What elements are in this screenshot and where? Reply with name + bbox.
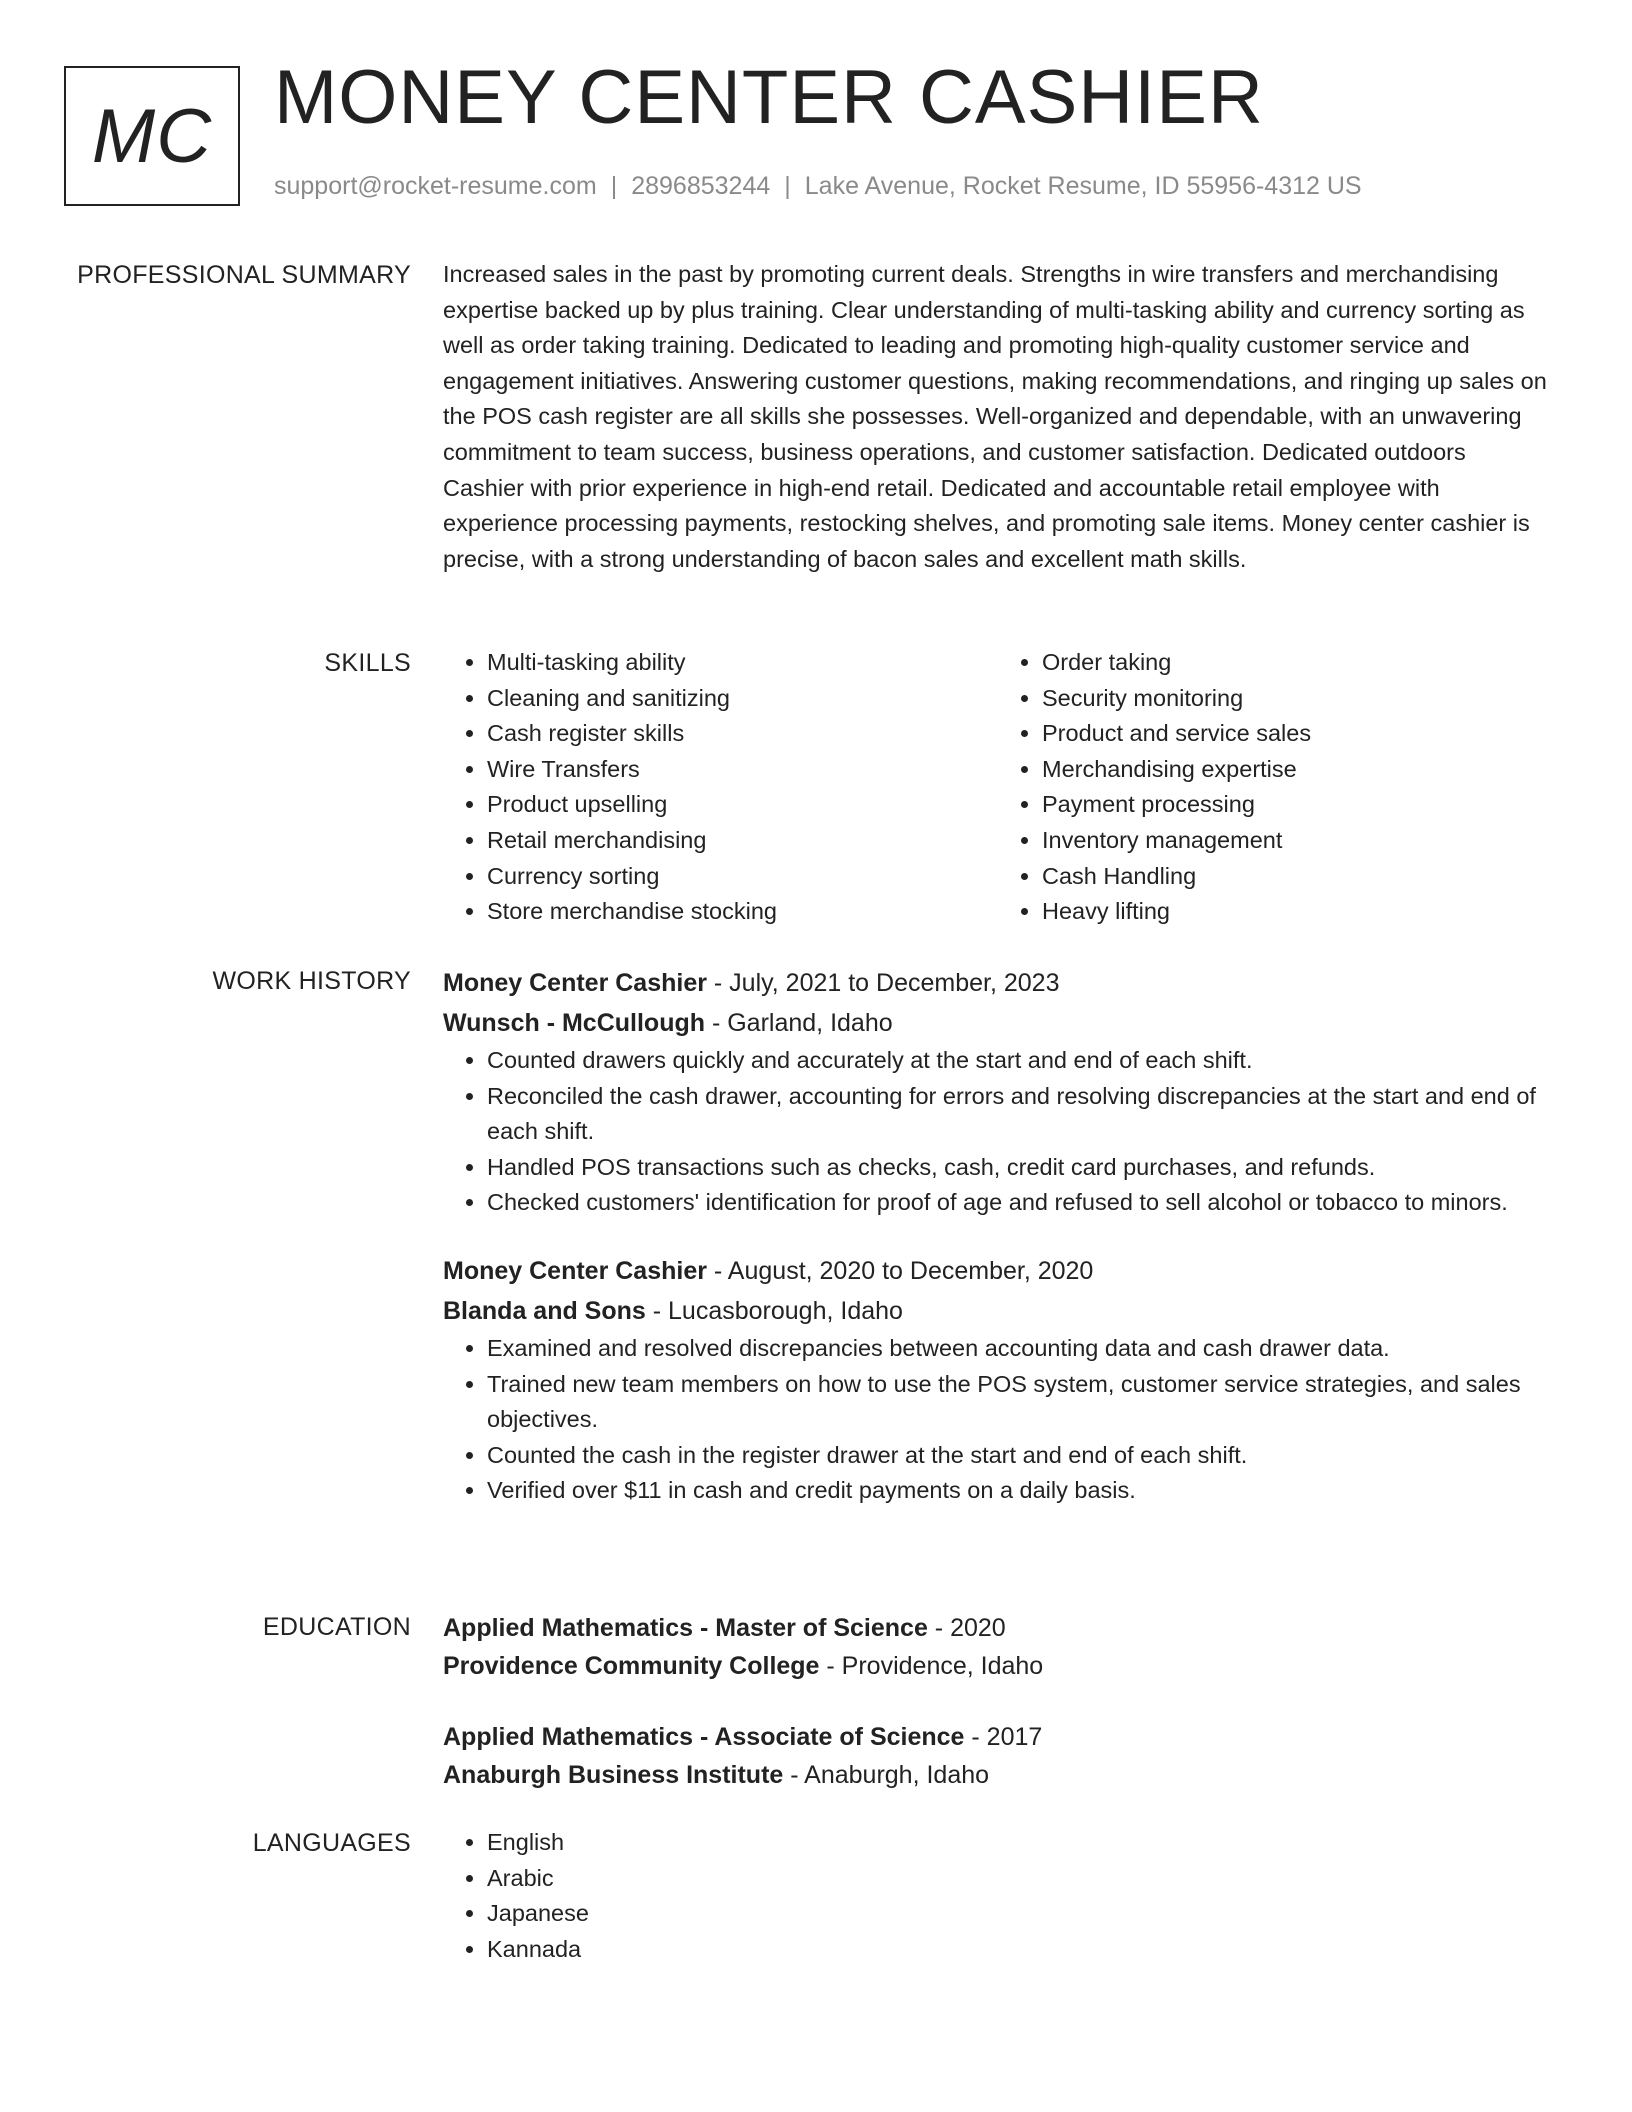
- edu-degree: Applied Mathematics - Master of Science: [443, 1614, 928, 1642]
- resume-name: MONEY CENTER CASHIER: [274, 55, 1264, 140]
- section-title: LANGUAGES: [252, 1829, 411, 1857]
- contact-separator: |: [610, 172, 618, 200]
- language-item: • Kannada: [487, 1932, 1553, 1968]
- skills-body: [443, 645, 1553, 930]
- skill-item: • Retail merchandising: [487, 823, 998, 859]
- edu-location: - Anaburgh, Idaho: [783, 1761, 990, 1789]
- job-role: Money Center Cashier: [443, 1256, 707, 1285]
- job-dates: - July, 2021 to December, 2023: [706, 969, 1060, 997]
- skill-item: • Multi-tasking ability: [487, 645, 998, 681]
- job-bullet: • Checked customers' identification for proof of age and refused to sell alcohol or tobacco to minors.: [487, 1185, 1553, 1221]
- edu-year: - 2017: [964, 1723, 1043, 1751]
- edu-school: Providence Community College: [443, 1652, 820, 1680]
- work-history-body: [443, 963, 1553, 1509]
- edu-degree: Applied Mathematics - Associate of Science: [443, 1723, 965, 1751]
- skills-list-left: [443, 645, 998, 930]
- edu-school: Anaburgh Business Institute: [443, 1761, 784, 1789]
- contact-line: [274, 172, 1362, 201]
- language-item: • English: [487, 1825, 1553, 1861]
- skill-item: • Currency sorting: [487, 859, 998, 895]
- contact-email[interactable]: support@rocket-resume.com: [274, 172, 597, 200]
- job-bullet: • Trained new team members on how to use the POS system, customer service strategies, and sales objectives.: [487, 1367, 1553, 1438]
- edu-degree-line: [443, 1718, 1553, 1756]
- education-body: [443, 1609, 1553, 1794]
- languages-body: [443, 1825, 1553, 1967]
- skill-item: • Store merchandise stocking: [487, 894, 998, 930]
- summary-body: [443, 257, 1553, 577]
- edu-school-line: [443, 1647, 1553, 1685]
- section-title: WORK HISTORY: [212, 967, 411, 995]
- job-company-line: [443, 1291, 1553, 1331]
- job-company: Wunsch - McCullough: [443, 1009, 706, 1037]
- skill-item: • Cash Handling: [1042, 859, 1553, 895]
- job-bullets: [443, 1043, 1553, 1221]
- job-company: Blanda and Sons: [443, 1296, 646, 1325]
- skill-item: • Inventory management: [1042, 823, 1553, 859]
- job-dates: - August, 2020 to December, 2020: [706, 1256, 1094, 1285]
- job-role: Money Center Cashier: [443, 969, 707, 997]
- skill-item: • Wire Transfers: [487, 752, 998, 788]
- job-bullet: • Handled POS transactions such as checks, cash, credit card purchases, and refunds.: [487, 1150, 1553, 1186]
- section-title: EDUCATION: [262, 1613, 411, 1641]
- edu-location: - Providence, Idaho: [819, 1652, 1044, 1680]
- skill-item: • Security monitoring: [1042, 681, 1553, 717]
- education-entry: [443, 1609, 1553, 1685]
- skill-item: • Product and service sales: [1042, 716, 1553, 752]
- monogram-initials: MC: [91, 93, 213, 179]
- job-bullet: • Counted the cash in the register drawer at the start and end of each shift.: [487, 1438, 1553, 1474]
- edu-degree-line: [443, 1609, 1553, 1647]
- skill-item: • Payment processing: [1042, 787, 1553, 823]
- job-location: - Lucasborough, Idaho: [645, 1296, 903, 1325]
- edu-school-line: [443, 1756, 1553, 1794]
- job-entry: [443, 1251, 1553, 1509]
- skill-item: • Cash register skills: [487, 716, 998, 752]
- edu-year: - 2020: [927, 1614, 1006, 1642]
- job-bullet: • Verified over $11 in cash and credit payments on a daily basis.: [487, 1473, 1553, 1509]
- education-entry: [443, 1718, 1553, 1794]
- job-title-line: [443, 1251, 1553, 1291]
- section-title: SKILLS: [324, 649, 411, 677]
- contact-phone[interactable]: 2896853244: [631, 172, 771, 200]
- job-bullet: • Reconciled the cash drawer, accounting for errors and resolving discrepancies at the start and end of each shift.: [487, 1079, 1553, 1150]
- contact-separator: |: [784, 172, 791, 200]
- skill-item: • Merchandising expertise: [1042, 752, 1553, 788]
- skills-list-right: [998, 645, 1553, 930]
- contact-address: Lake Avenue, Rocket Resume, ID 55956-4312 US: [804, 172, 1362, 200]
- skill-item: • Product upselling: [487, 787, 998, 823]
- job-bullet: • Examined and resolved discrepancies between accounting data and cash drawer data.: [487, 1331, 1553, 1367]
- skill-item: • Heavy lifting: [1042, 894, 1553, 930]
- languages-list: [443, 1825, 1553, 1967]
- job-bullets: [443, 1331, 1553, 1509]
- language-item: • Arabic: [487, 1861, 1553, 1897]
- job-entry: [443, 963, 1553, 1221]
- skill-item: • Order taking: [1042, 645, 1553, 681]
- skill-item: • Cleaning and sanitizing: [487, 681, 998, 717]
- job-location: - Garland, Idaho: [705, 1009, 893, 1037]
- job-company-line: [443, 1003, 1553, 1043]
- job-title-line: [443, 963, 1553, 1003]
- section-title: PROFESSIONAL SUMMARY: [77, 261, 411, 289]
- monogram-logo: [64, 66, 240, 206]
- summary-text: Increased sales in the past by promoting current deals. Strengths in wire transfers and merchandising expertise backed up by plus training. Clear understanding of multi-tasking ability and currency sorting as well as order taking training. Dedicated to leading and promoting high-quality customer service and engagement initiatives. Answering customer questions, making recommendations, and ringing up sales on the POS cash register are all skills she possesses. Well-organized and dependable, with an unwavering commitment to team success, business operations, and customer satisfaction. Dedicated outdoors Cashier with prior experience in high-end retail. Dedicated and accountable retail employee with experience processing payments, restocking shelves, and promoting sale items. Money center cashier is precise, with a strong understanding of bacon sales and excellent math skills.: [443, 261, 1547, 572]
- language-item: • Japanese: [487, 1896, 1553, 1932]
- job-bullet: • Counted drawers quickly and accurately at the start and end of each shift.: [487, 1043, 1553, 1079]
